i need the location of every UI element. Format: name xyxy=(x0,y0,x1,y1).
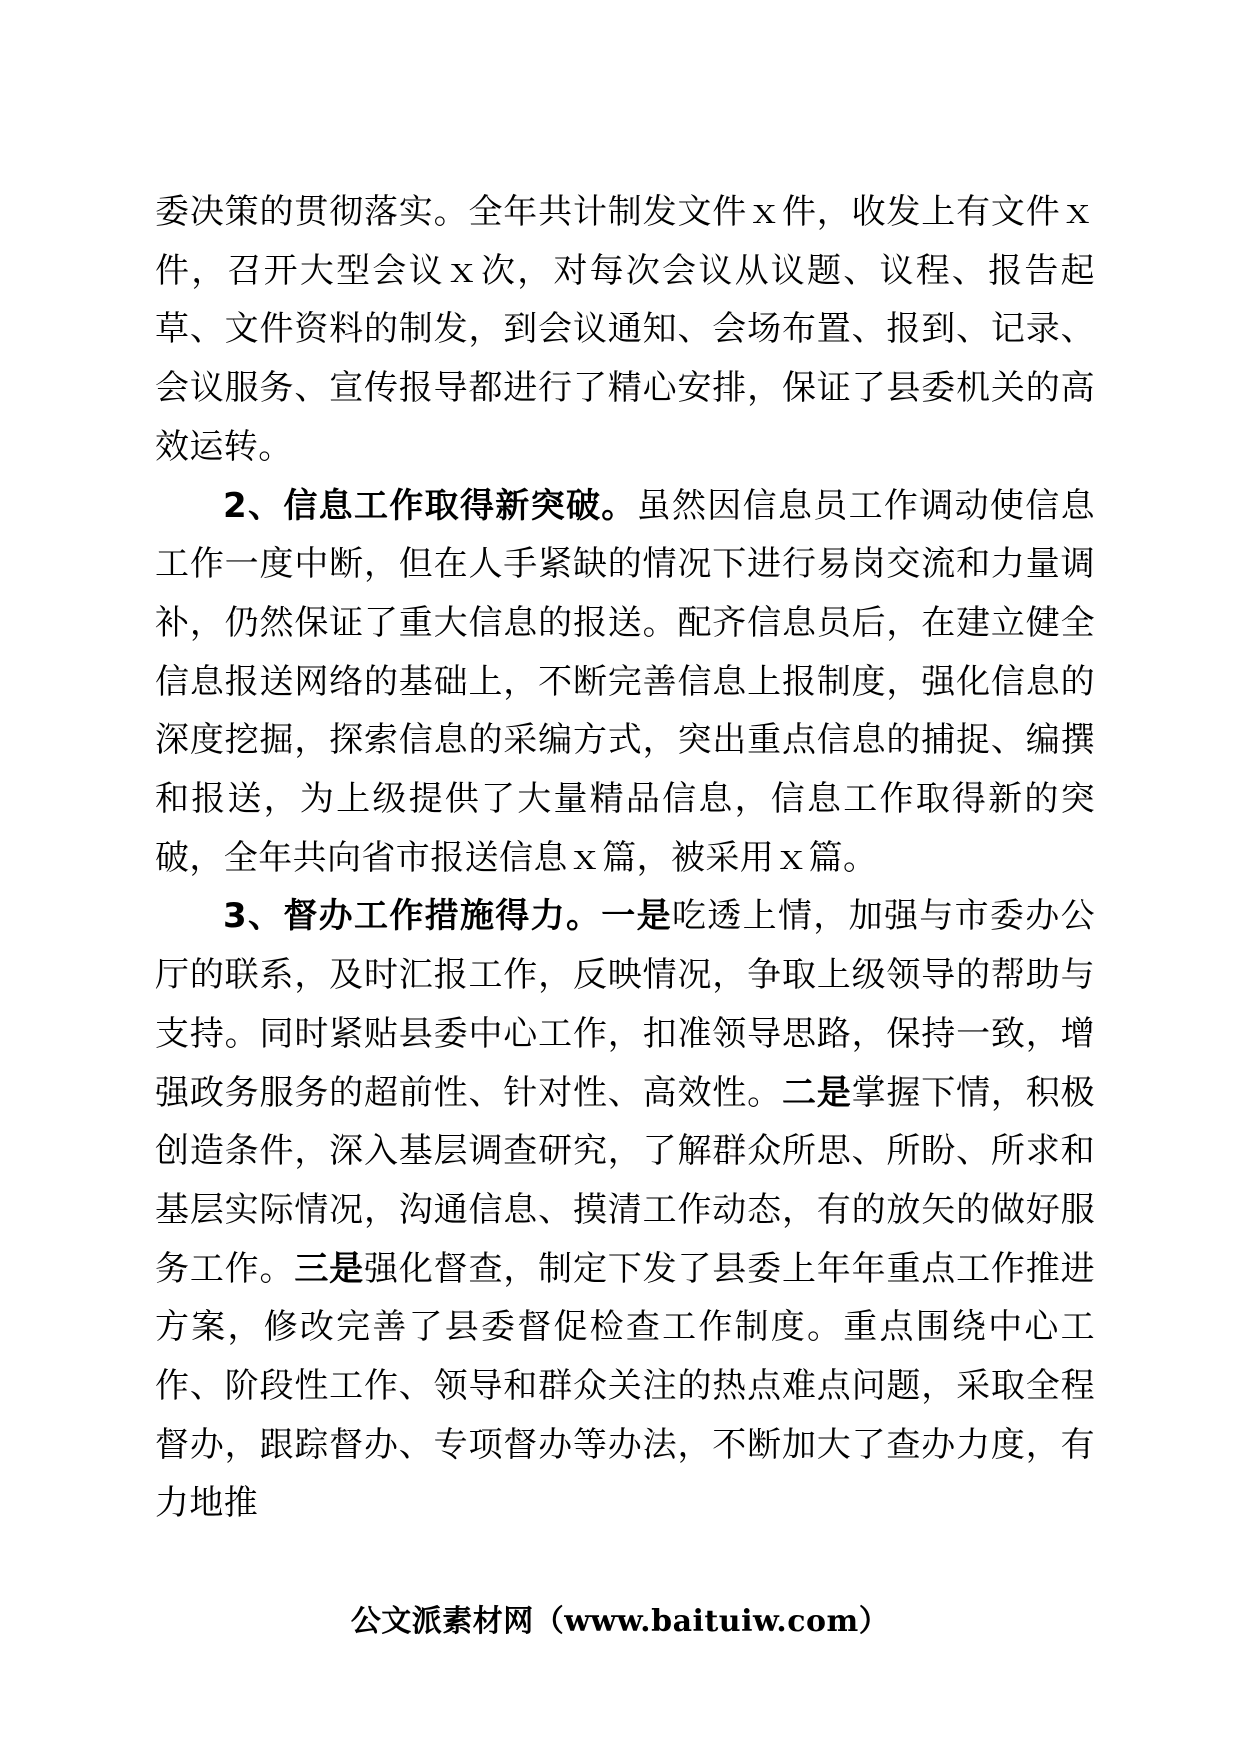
point-two-label: 二是 xyxy=(781,1072,852,1113)
paragraph-text: 委决策的贯彻落实。全年共计制发文件ｘ件，收发上有文件ｘ件，召开大型会议ｘ次，对每次会议从议题、议程、报告起草、文件资料的制发，到会议通知、会场布置、报到、记录、会议服务、宣传报导都进行了精心安排，保证了县委机关的高效运转。 xyxy=(155,192,1095,467)
paragraph-supervision-work xyxy=(155,887,1095,1533)
paragraph-text: 虽然因信息员工作调动使信息工作一度中断，但在人手紧缺的情况下进行易岗交流和力量调补，仍然保证了重大信息的报送。配齐信息员后，在建立健全信息报送网络的基础上，不断完善信息上报制度，强化信息的深度挖掘，探索信息的采编方式，突出重点信息的捕捉、编撰和报送，为上级提供了大量精品信息，信息工作取得新的突破，全年共向省市报送信息ｘ篇，被采用ｘ篇。 xyxy=(155,485,1095,878)
paragraph-heading: 3、督办工作措施得力。 xyxy=(223,896,602,937)
point-one-label: 一是 xyxy=(601,896,672,937)
point-two-text: 掌握下情，积极创造条件，深入基层调查研究，了解群众所思、所盼、所求和基层实际情况，沟通信息、摸清工作动态，有的放矢的做好服务工作。 xyxy=(155,1072,1095,1289)
point-one-text: 吃透上情，加强与市委办公厅的联系，及时汇报工作，反映情况，争取上级领导的帮助与支持。同时紧贴县委中心工作，扣准领导思路，保持一致，增强政务服务的超前性、针对性、高效性。 xyxy=(155,896,1095,1113)
paragraph-information-work xyxy=(155,477,1095,888)
point-three-label: 三是 xyxy=(294,1248,364,1289)
paragraph-heading: 2、信息工作取得新突破。 xyxy=(223,485,637,526)
document-body xyxy=(155,183,1095,1533)
point-three-text: 强化督查，制定下发了县委上年年重点工作推进方案，修改完善了县委督促检查工作制度。重点围绕中心工作、阶段性工作、领导和群众关注的热点难点问题，采取全程督办，跟踪督办、专项督办等办法，不断加大了查办力度，有力地推 xyxy=(155,1248,1095,1524)
paragraph-continuation xyxy=(155,183,1095,477)
page-footer: 公文派素材网（www.baituiw.com） xyxy=(350,1604,890,1639)
